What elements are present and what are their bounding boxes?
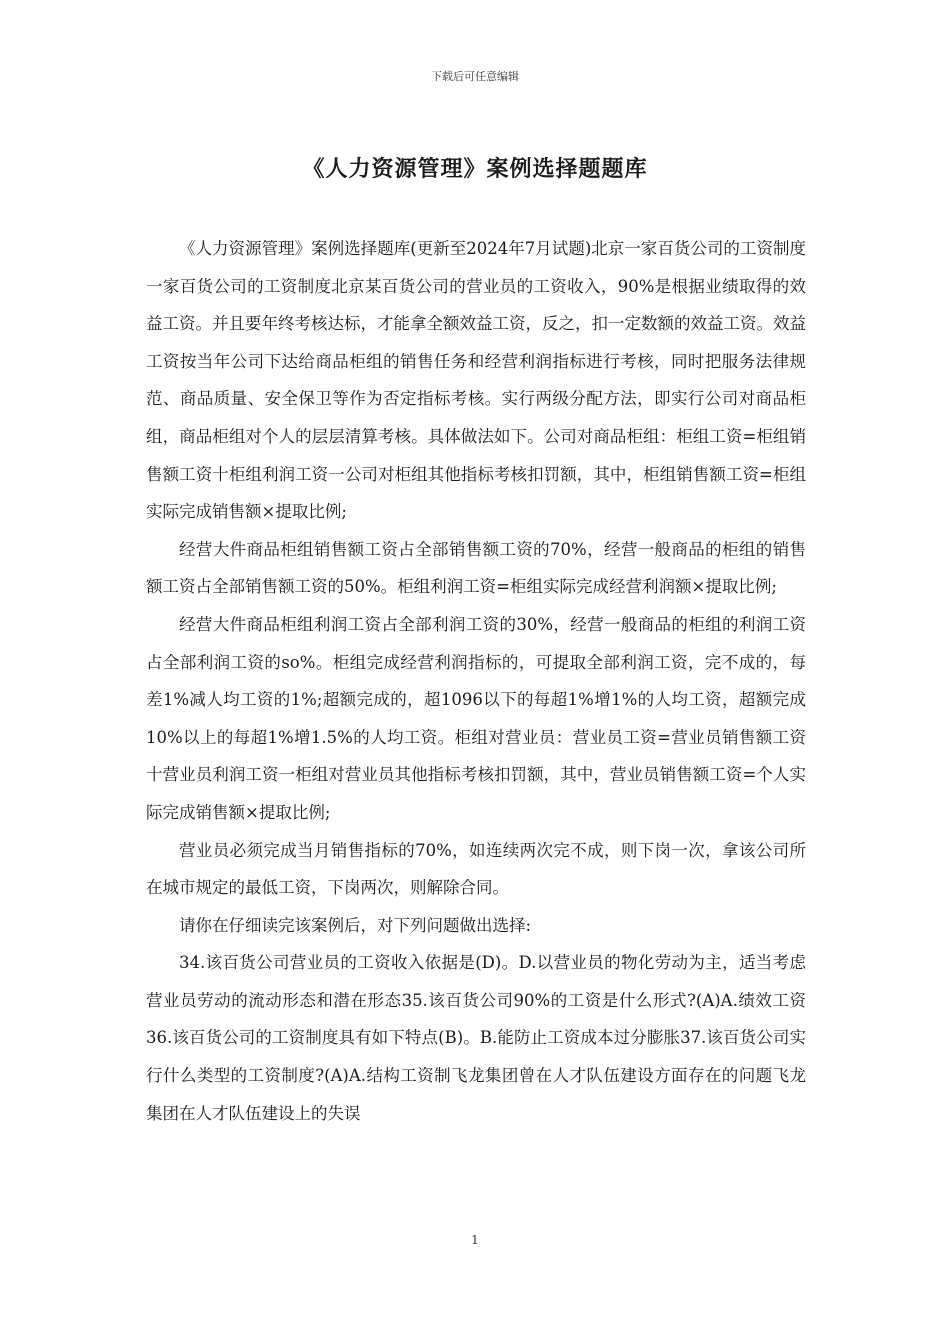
page-header-note: 下载后可任意编辑 bbox=[431, 70, 519, 83]
paragraph: 34.该百货公司营业员的工资收入依据是(D)。D.以营业员的物化劳动为主，适当考虑营业员劳动的流动形态和潜在形态35.该百货公司90%的工资是什么形式?(A)A.绩效工资36.该百货公司的工资制度具有如下特点(B)。B.能防止工资成本过分膨胀37.该百货公司实行什么类型的工资制度?(A)A.结构工资制飞龙集团曾在人才队伍建设方面存在的问题飞龙集团在人才队伍建设上的失误 bbox=[146, 953, 806, 1123]
paragraph: 经营大件商品柜组销售额工资占全部销售额工资的70%，经营一般商品的柜组的销售额工资占全部销售额工资的50%。柜组利润工资=柜组实际完成经营利润额×提取比例; bbox=[146, 539, 806, 597]
document-title: 《人力资源管理》案例选择题题库 bbox=[302, 157, 648, 182]
paragraph: 《人力资源管理》案例选择题库(更新至2024年7月试题)北京一家百货公司的工资制度一家百货公司的工资制度北京某百货公司的营业员的工资收入，90%是根据业绩取得的效益工资。并且要年终考核达标，才能拿全额效益工资，反之，扣一定数额的效益工资。效益工资按当年公司下达给商品柜组的销售任务和经营利润指标进行考核，同时把服务法律规范、商品质量、安全保卫等作为否定指标考核。实行两级分配方法，即实行公司对商品柜组，商品柜组对个人的层层清算考核。具体做法如下。公司对商品柜组：柜组工资=柜组销售额工资十柜组利润工资一公司对柜组其他指标考核扣罚额，其中，柜组销售额工资=柜组实际完成销售额×提取比例; bbox=[146, 239, 806, 522]
paragraph: 营业员必须完成当月销售指标的70%，如连续两次完不成，则下岗一次，拿该公司所在城市规定的最低工资，下岗两次，则解除合同。 bbox=[146, 840, 806, 898]
paragraph: 请你在仔细读完该案例后，对下列问题做出选择: bbox=[179, 915, 532, 935]
document-body bbox=[146, 230, 806, 1132]
paragraph: 经营大件商品柜组利润工资占全部利润工资的30%，经营一般商品的柜组的利润工资占全部利润工资的so%。柜组完成经营利润指标的，可提取全部利润工资，完不成的，每差1%减人均工资的1%;超额完成的，超1096以下的每超1%增1%的人均工资，超额完成10%以上的每超1%增1.5%的人均工资。柜组对营业员：营业员工资=营业员销售额工资十营业员利润工资一柜组对营业员其他指标考核扣罚额，其中，营业员销售额工资=个人实际完成销售额×提取比例; bbox=[146, 614, 806, 822]
page-number: 1 bbox=[471, 1233, 479, 1247]
